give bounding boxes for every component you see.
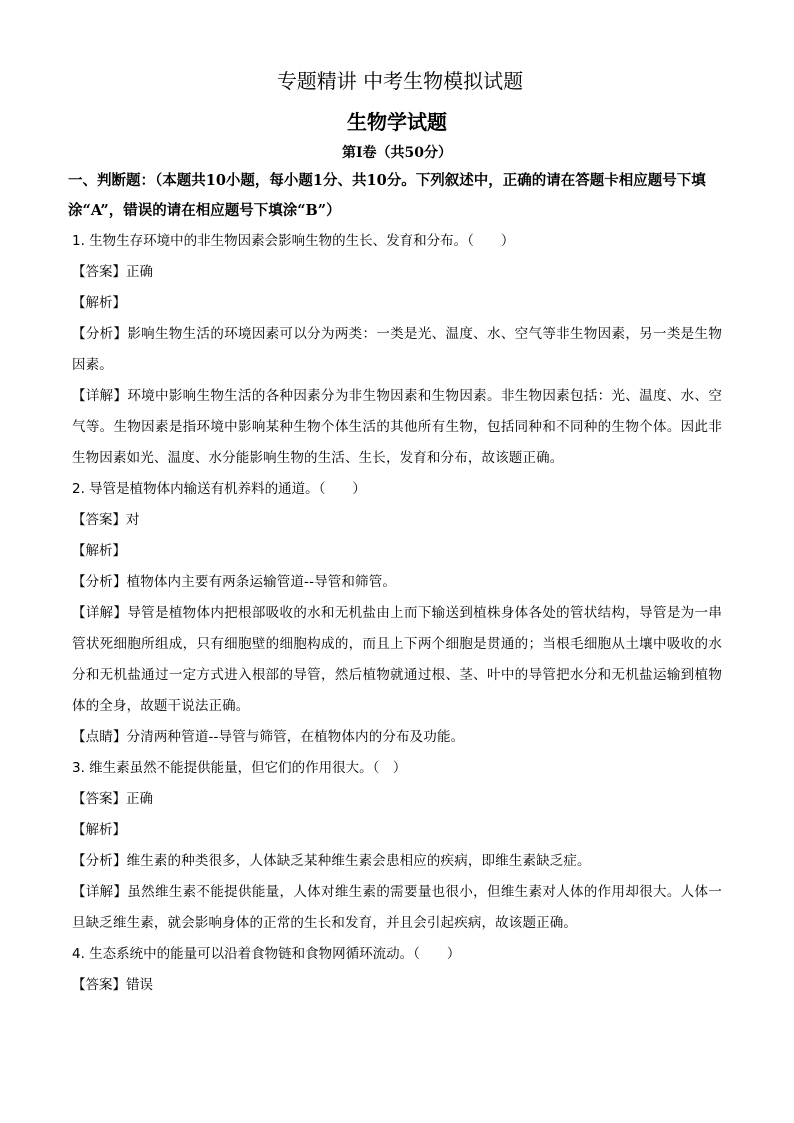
question-stem: 2. 导管是植物体内输送有机养料的通道。（ ） [72, 481, 366, 497]
xiangjie-text: 虽然维生素不能提供能量，人体对维生素的需要量也很小，但维生素对人体的作用却很大。人体一旦缺乏维生素，就会影响身体的正常的生长和发育，并且会引起疾病，故该题正确。 [72, 884, 722, 931]
xiangjie-paragraph [72, 598, 722, 722]
answer-line [72, 970, 722, 1001]
fenxi-tag: 【分析】 [72, 574, 127, 590]
exam-volume: 第Ⅰ卷（共50分） [341, 145, 453, 161]
xiangjie-paragraph [72, 381, 722, 474]
answer-value: 错误 [126, 977, 153, 993]
xiangjie-tag: 【详解】 [72, 605, 128, 621]
answer-tag: 【答案】 [72, 977, 126, 993]
analysis-tag: 【解析】 [72, 822, 126, 838]
answer-tag: 【答案】 [72, 264, 126, 280]
xiangjie-paragraph [72, 877, 722, 939]
question-1 [72, 226, 722, 474]
xiangjie-text: 环境中影响生物生活的各种因素分为非生物因素和生物因素。非生物因素包括：光、温度、水、空气等。生物因素是指环境中影响某种生物个体生活的其他所有生物，包括同种和不同种的生物个体。因此非生物因素如光、温度、水分能影响生物的生活、生长，发育和分布，故该题正确。 [72, 388, 722, 466]
question-4 [72, 939, 722, 1001]
question-2 [72, 474, 722, 753]
exam-title: 生物学试题 [347, 110, 447, 134]
xiangjie-tag: 【详解】 [72, 884, 128, 900]
fenxi-paragraph [72, 319, 722, 381]
analysis-tag: 【解析】 [72, 295, 126, 311]
answer-line [72, 505, 722, 536]
section-heading: 一、判断题：（本题共10小题，每小题1分、共10分。下列叙述中，正确的请在答题卡相应题号下填涂“A”，错误的请在相应题号下填涂“B”） [68, 172, 706, 219]
question-stem: 3. 维生素虽然不能提供能量，但它们的作用很大。（ ） [72, 760, 407, 776]
fenxi-text: 维生素的种类很多，人体缺乏某种维生素会患相应的疾病，即维生素缺乏症。 [126, 853, 591, 869]
answer-value: 正确 [126, 264, 153, 280]
answer-value: 正确 [126, 791, 153, 807]
dianjing-paragraph [72, 722, 722, 753]
header-title: 专题精讲 中考生物模拟试题 [276, 69, 524, 93]
answer-tag: 【答案】 [72, 512, 126, 528]
analysis-tag: 【解析】 [72, 543, 126, 559]
answer-tag: 【答案】 [72, 791, 126, 807]
fenxi-tag: 【分析】 [72, 326, 128, 342]
fenxi-text: 植物体内主要有两条运输管道--导管和筛管。 [126, 574, 397, 590]
answer-line [72, 784, 722, 815]
dianjing-text: 分清两种管道--导管与筛管，在植物体内的分布及功能。 [126, 729, 465, 745]
question-3 [72, 753, 722, 939]
fenxi-text: 影响生物生活的环境因素可以分为两类：一类是光、温度、水、空气等非生物因素，另一类是生物因素。 [72, 326, 722, 373]
answer-value: 对 [126, 512, 140, 528]
answer-line [72, 257, 722, 288]
xiangjie-text: 导管是植物体内把根部吸收的水和无机盐由上而下输送到植株身体各处的管状结构，导管是为一串管状死细胞所组成，只有细胞壁的细胞构成的，而且上下两个细胞是贯通的；当根毛细胞从土壤中吸收的水分和无机盐通过一定方式进入根部的导管，然后植物就通过根、茎、叶中的导管把水分和无机盐运输到植物体的全身，故题干说法正确。 [72, 605, 722, 714]
dianjing-tag: 【点睛】 [72, 729, 127, 745]
fenxi-paragraph [72, 567, 722, 598]
xiangjie-tag: 【详解】 [72, 388, 128, 404]
document-page [68, 66, 722, 1001]
fenxi-tag: 【分析】 [72, 853, 127, 869]
question-stem: 4. 生态系统中的能量可以沿着食物链和食物网循环流动。（ ） [72, 946, 461, 962]
fenxi-paragraph [72, 846, 722, 877]
question-stem: 1. 生物生存环境中的非生物因素会影响生物的生长、发育和分布。（ ） [72, 233, 515, 249]
